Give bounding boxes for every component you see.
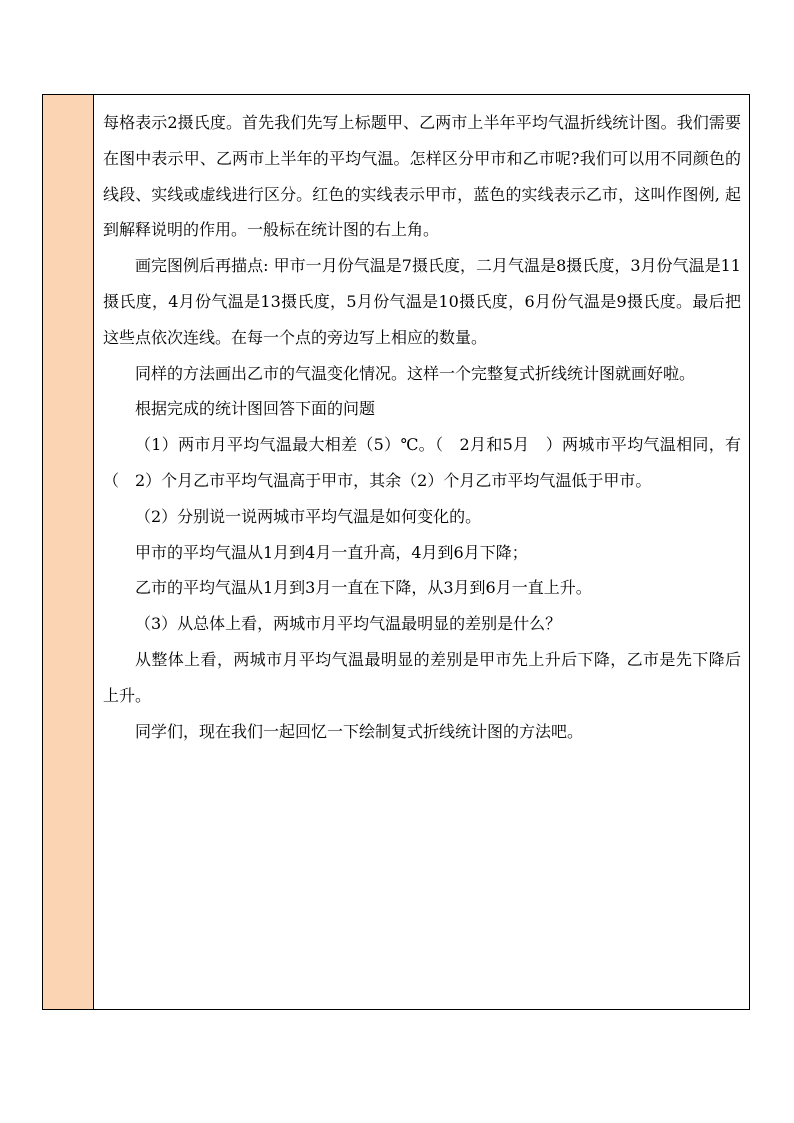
paragraph-question-1: （1）两市月平均气温最大相差（5）℃。（ 2月和5月 ）两城市平均气温相同，有（ 2）个月乙市平均气温高于甲市，其余（2）个月乙市平均气温低于甲市。 (103, 435, 741, 490)
paragraph-second-city: 同样的方法画出乙市的气温变化情况。这样一个完整复式折线统计图就画好啦。 (135, 363, 696, 383)
lesson-table (42, 94, 750, 1010)
paragraph-question-2: （2）分别说一说两城市平均气温是如何变化的。 (135, 506, 482, 526)
paragraph-intro: 每格表示2摄氏度。首先我们先写上标题甲、乙两市上半年平均气温折线统计图。我们需要在图中表示甲、乙两市上半年的平均气温。怎样区分甲市和乙市呢?我们可以用不同颜色的线段、实线或虚线进行区分。红色的实线表示甲市，蓝色的实线表示乙市，这叫作图例, 起到解释说明的作用。一般标在统计图的右上角。 (103, 113, 741, 240)
paragraph-answer-3: 从整体上看，两城市月平均气温最明显的差别是甲市先上升后下降，乙市是先下降后上升。 (103, 649, 741, 705)
paragraph-answer-2a: 甲市的平均气温从1月到4月一直升高，4月到6月下降； (135, 542, 528, 562)
paragraph-question-3: （3）从总体上看，两城市月平均气温最明显的差别是什么？ (135, 614, 562, 634)
lesson-content (94, 95, 749, 1009)
paragraph-closing: 同学们，现在我们一起回忆一下绘制复式折线统计图的方法吧。 (135, 721, 584, 741)
paragraph-answer-2b: 乙市的平均气温从1月到3月一直在下降，从3月到6月一直上升。 (135, 578, 592, 598)
paragraph-plot-points: 画完图例后再描点: 甲市一月份气温是7摄氏度，二月气温是8摄氏度，3月份气温是11摄氏度，4月份气温是13摄氏度，5月份气温是10摄氏度，6月份气温是9摄氏度。最后把这些点依次连线。在每一个点的旁边写上相应的数量。 (103, 256, 741, 347)
side-label-column (43, 95, 94, 1009)
paragraph-questions-heading: 根据完成的统计图回答下面的问题 (135, 399, 376, 419)
